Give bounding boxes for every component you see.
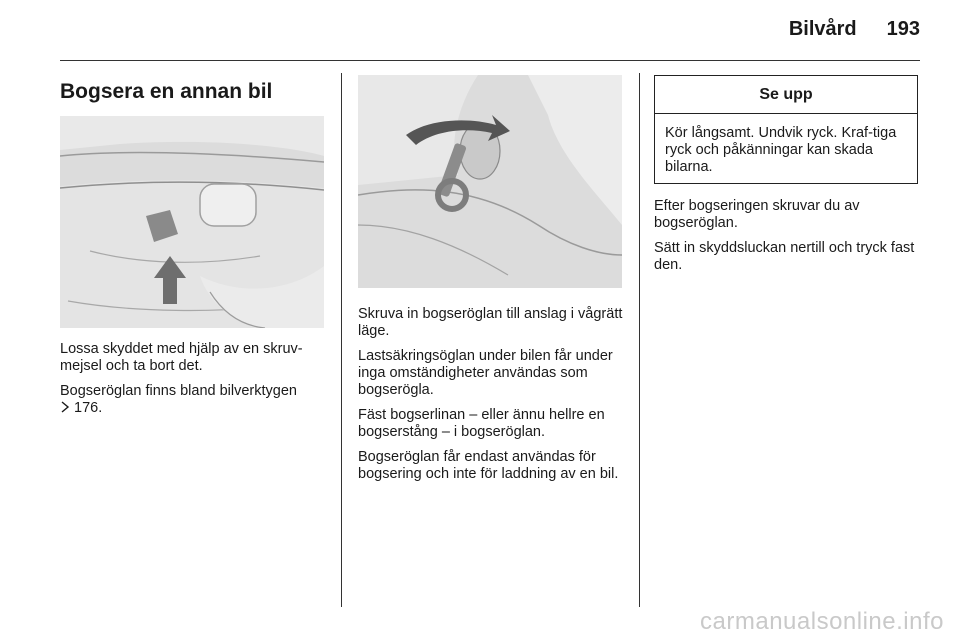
bumper-cover-illustration [60, 116, 324, 328]
header-rule [60, 60, 920, 61]
paragraph: Lastsäkringsöglan under bilen får under inga omständigheter användas som bogserögla. [358, 348, 613, 398]
paragraph: Skruva in bogseröglan till anslag i vågrätt läge. [358, 306, 623, 339]
column-3 [654, 73, 920, 282]
section-title: Bilvård [788, 18, 857, 40]
paragraph: Sätt in skyddsluckan nertill och tryck fast den. [654, 240, 915, 273]
watermark: carmanualsonline.info [700, 608, 944, 635]
paragraph: Bogseröglan finns bland bilverktygen 176. [60, 383, 297, 416]
paragraph: Fäst bogserlinan – eller ännu hellre en bogserstång – i bogseröglan. [358, 407, 605, 440]
page-number: 193 [886, 18, 920, 40]
page-reference-arrow-icon [60, 401, 70, 413]
column-2 [358, 73, 626, 491]
column-divider-2 [639, 73, 640, 607]
warning-title: Se upp [655, 76, 917, 114]
paragraph: Efter bogseringen skruvar du av bogseröglan. [654, 198, 860, 231]
paragraph: Lossa skyddet med hjälp av en skruv-mejsel och ta bort det. [60, 341, 303, 374]
column-1 [60, 73, 326, 425]
paragraph: Bogseröglan får endast användas för bogsering och inte för laddning av en bil. [358, 449, 619, 482]
towing-eye-illustration [358, 75, 622, 288]
page-header [60, 18, 920, 46]
page-reference-link[interactable]: 176. [74, 400, 103, 416]
column-divider-1 [341, 73, 342, 607]
section-heading: Bogsera en annan bil [60, 80, 273, 103]
warning-box [654, 75, 918, 184]
warning-text: Kör långsamt. Undvik ryck. Kraf-tiga ryck och påkänningar kan skada bilarna. [665, 125, 897, 175]
